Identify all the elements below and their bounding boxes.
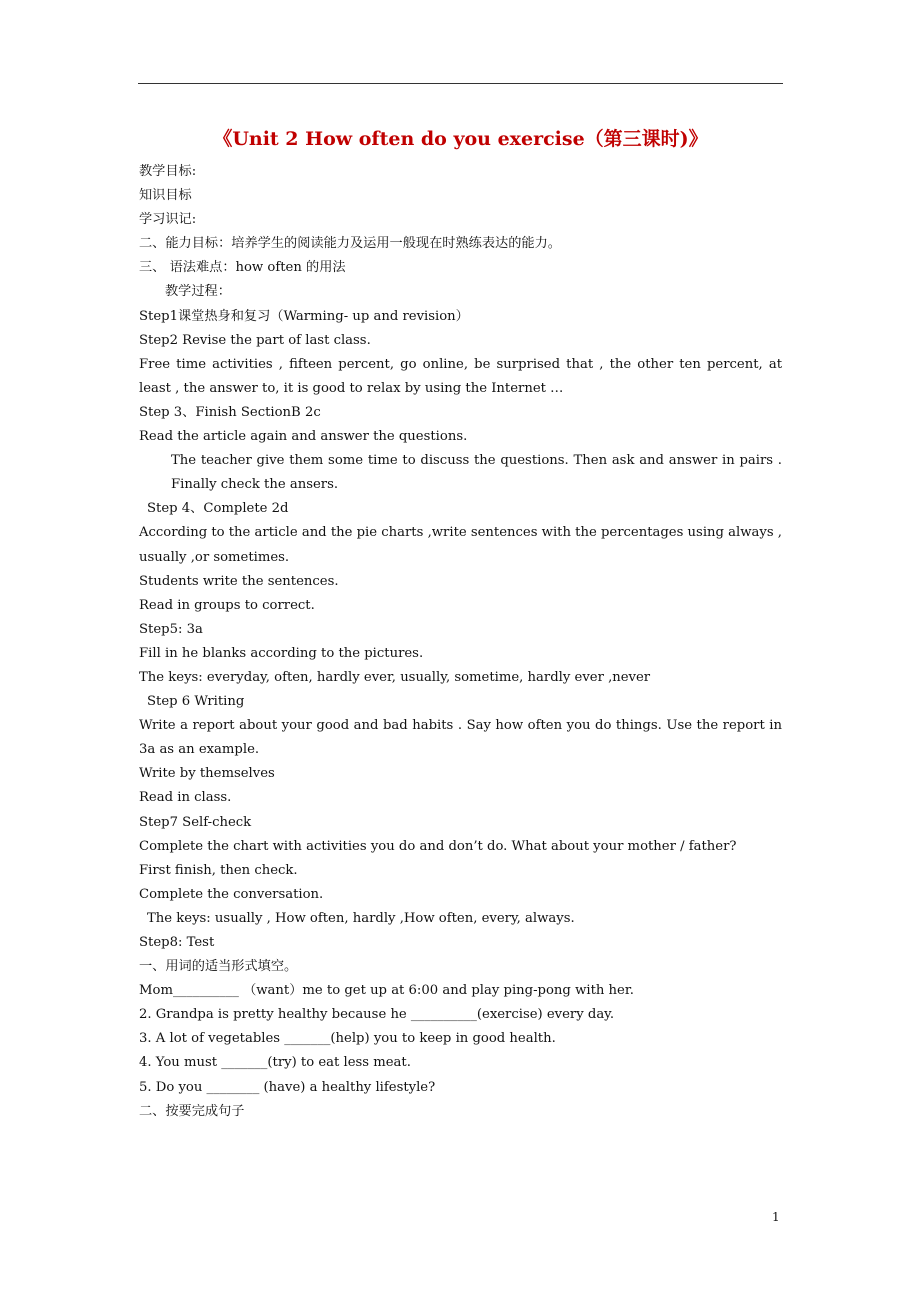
text-line: 知识目标 — [139, 188, 192, 204]
text-paragraph: The teacher give them some time to discuss the questions. Then ask and answer in pairs . Finally check the ansers. — [171, 453, 782, 493]
text-line: 教学目标: — [139, 164, 197, 179]
text-line: 学习识记: — [139, 212, 197, 228]
document-title: 《Unit 2 How often do you exercise（第三课时)》 — [213, 128, 708, 150]
text-line: 三、 语法难点：how often 的用法 — [139, 260, 346, 276]
text-line: Read the article again and answer the questions. — [139, 429, 468, 445]
text-paragraph: Write a report about your good and bad habits . Say how often you do things. Use the report in 3a as an example. — [139, 718, 782, 758]
text-line: Step 6 Writing — [147, 694, 245, 710]
text-line: First finish, then check. — [139, 862, 298, 878]
text-line: 教学过程： — [165, 284, 231, 300]
text-line: Step 3、Finish SectionB 2c — [139, 404, 321, 420]
text-line: Read in groups to correct. — [139, 597, 315, 613]
text-paragraph: Free time activities , fifteen percent, go online, be surprised that , the other ten percent, at least , the answer to, it is good to relax by using the Internet … — [139, 356, 782, 396]
text-paragraph: According to the article and the pie charts ,write sentences with the percentages using always , usually ,or sometimes. — [139, 525, 782, 565]
text-line: The keys: everyday, often, hardly ever, usually, sometime, hardly ever ,never — [139, 669, 651, 685]
exercise-item: 3. A lot of vegetables _______(help) you to keep in good health. — [139, 1031, 556, 1047]
text-line: Step 4、Complete 2d — [147, 501, 289, 517]
text-line: 一、用词的适当形式填空。 — [139, 959, 298, 975]
text-line: Step2 Revise the part of last class. — [139, 332, 371, 348]
text-paragraph: Complete the chart with activities you do and don’t do. What about your mother / father? — [139, 838, 737, 854]
text-line: 二、能力目标：培养学生的阅读能力及运用一般现在时熟练表达的能力。 — [139, 236, 561, 252]
header-rule — [138, 83, 783, 84]
text-line: 二、按要完成句子 — [139, 1103, 245, 1119]
text-line: Step1课堂热身和复习（Warming- up and revision） — [139, 308, 469, 324]
page-number: 1 — [772, 1210, 780, 1224]
text-line: Students write the sentences. — [139, 573, 339, 589]
text-line: Step5: 3a — [139, 621, 203, 637]
text-line: Complete the conversation. — [139, 886, 324, 902]
exercise-item: 2. Grandpa is pretty healthy because he __________(exercise) every day. — [139, 1007, 615, 1023]
text-line: Step7 Self-check — [139, 814, 252, 830]
text-line: Step8: Test — [139, 935, 215, 950]
text-line: Fill in he blanks according to the pictures. — [139, 645, 424, 661]
exercise-item: Mom__________ （want）me to get up at 6:00 and play ping-pong with her. — [139, 983, 634, 999]
text-line: Write by themselves — [139, 766, 275, 782]
text-line: Read in class. — [139, 790, 232, 806]
exercise-item: 4. You must _______(try) to eat less meat. — [139, 1055, 411, 1071]
exercise-item: 5. Do you ________ (have) a healthy lifestyle? — [139, 1079, 436, 1095]
text-line: The keys: usually , How often, hardly ,How often, every, always. — [147, 910, 575, 926]
document-body — [139, 160, 782, 1124]
